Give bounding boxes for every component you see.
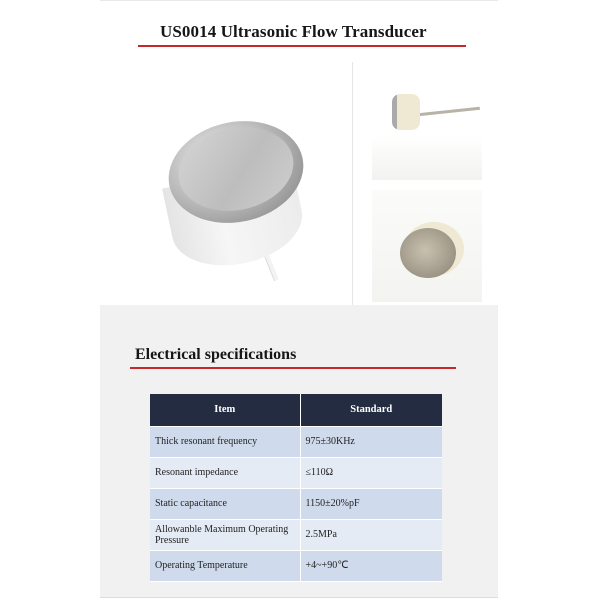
table-row <box>150 550 442 581</box>
table-row <box>150 519 442 550</box>
title-underline <box>138 45 466 47</box>
cell-item: Thick resonant frequency <box>150 426 300 457</box>
cable-graphic <box>418 107 480 116</box>
product-page <box>100 0 498 600</box>
page-title: US0014 Ultrasonic Flow Transducer <box>160 22 427 41</box>
main-product-image[interactable] <box>100 62 352 305</box>
section-underline <box>130 367 456 369</box>
cell-item: Static capacitance <box>150 488 300 519</box>
cell-standard: 1150±20%pF <box>300 488 442 519</box>
gallery-divider <box>352 62 353 305</box>
title-block <box>100 0 498 62</box>
spec-table <box>150 394 442 582</box>
table-row <box>150 426 442 457</box>
transducer-face-graphic <box>400 228 456 278</box>
cell-standard: ≤110Ω <box>300 457 442 488</box>
transducer-side-graphic <box>392 94 420 130</box>
cell-standard: 2.5MPa <box>300 519 442 550</box>
table-row <box>150 488 442 519</box>
product-gallery <box>100 62 498 305</box>
cell-item: Allowanble Maximum Operating Pressure <box>150 519 300 550</box>
cell-standard: 975±30KHz <box>300 426 442 457</box>
cell-standard: +4~+90℃ <box>300 550 442 581</box>
side-view-image[interactable] <box>372 68 482 180</box>
table-row <box>150 457 442 488</box>
column-header-standard: Standard <box>300 394 442 426</box>
section-title: Electrical specifications <box>135 346 297 363</box>
table-header-row <box>150 394 442 426</box>
cell-item: Operating Temperature <box>150 550 300 581</box>
electrical-specs-section <box>100 305 498 598</box>
cell-item: Resonant impedance <box>150 457 300 488</box>
column-header-item: Item <box>150 394 300 426</box>
face-view-image[interactable] <box>372 190 482 302</box>
